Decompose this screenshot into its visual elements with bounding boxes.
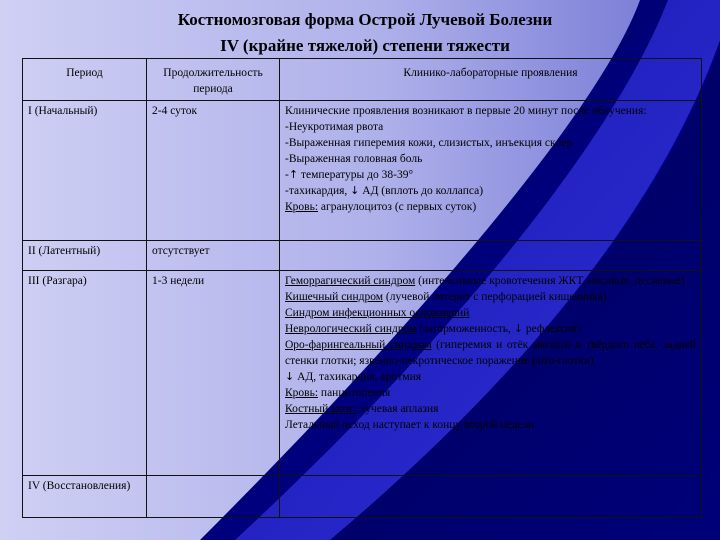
manifestation-line: -Выраженная головная боль bbox=[285, 153, 423, 165]
cell-manifestations bbox=[280, 101, 702, 241]
manifestation-line: Синдром инфекционных осложнений bbox=[285, 307, 470, 319]
manifestation-line: Оро-фарингеальный синдром (гиперемия и отёк мягкого и твёрдого неба, задней стенки глотки; язвенно-некротическое поражение рото-глотки) bbox=[285, 339, 696, 367]
cell-period: IV (Восстановления) bbox=[23, 476, 147, 518]
manifestation-line: Кишечный синдром (лучевой энтерит с перфорацией кишечника) bbox=[285, 291, 607, 303]
manifestation-line: Кровь: агранулоцитоз (с первых суток) bbox=[285, 201, 477, 213]
table-row bbox=[23, 101, 702, 241]
manifestation-line: -тахикардия, ↓ АД (вплоть до коллапса) bbox=[285, 184, 484, 197]
arrow-down-icon: ↓ bbox=[350, 184, 360, 197]
manifestation-line: Костный мозг: лучевая аплазия bbox=[285, 403, 439, 415]
cell-period: III (Разгара) bbox=[23, 271, 147, 476]
clinical-table bbox=[22, 58, 702, 518]
header-duration: Продолжительность периода bbox=[147, 59, 280, 101]
title-line-1: Костномозговая форма Острой Лучевой Болезни bbox=[177, 10, 553, 29]
cell-duration bbox=[147, 476, 280, 518]
cell-duration: 2-4 суток bbox=[147, 101, 280, 241]
manifestation-line: Геморрагический синдром (интенсивные кровотечения ЖКТ, носовые, десневые) bbox=[285, 275, 685, 287]
cell-period: I (Начальный) bbox=[23, 101, 147, 241]
arrow-up-icon: ↑ bbox=[288, 168, 299, 181]
table-row bbox=[23, 271, 702, 476]
table-row bbox=[23, 241, 702, 271]
page-title bbox=[0, 7, 720, 59]
table-row bbox=[23, 476, 702, 518]
manifestation-line: Клинические проявления возникают в первые 20 минут после облучения: bbox=[285, 105, 647, 117]
manifestation-line: Летальный исход наступает к концу второй недели bbox=[285, 419, 535, 431]
manifestation-line: ↓ АД, тахикардия, аритмия bbox=[285, 370, 422, 383]
arrow-down-icon: ↓ bbox=[285, 370, 295, 383]
cell-manifestations bbox=[280, 241, 702, 271]
manifestation-line: -Неукротимая рвота bbox=[285, 121, 384, 133]
manifestation-line: -↑ температуры до 38-39° bbox=[285, 168, 414, 181]
manifestation-line: Кровь: панцитопения bbox=[285, 387, 391, 399]
cell-manifestations bbox=[280, 476, 702, 518]
cell-duration: отсутствует bbox=[147, 241, 280, 271]
title-line-2: IV (крайне тяжелой) степени тяжести bbox=[220, 36, 510, 55]
manifestation-line: Неврологический синдром (заторможенность, ↓ рефлексов) bbox=[285, 322, 581, 335]
cell-manifestations bbox=[280, 271, 702, 476]
manifestation-line: -Выраженная гиперемия кожи, слизистых, инъекция склер bbox=[285, 137, 573, 149]
header-period: Период bbox=[23, 59, 147, 101]
cell-period: II (Латентный) bbox=[23, 241, 147, 271]
table-header-row bbox=[23, 59, 702, 101]
arrow-down-icon: ↓ bbox=[513, 322, 524, 335]
header-manifestations: Клинико-лабораторные проявления bbox=[280, 59, 702, 101]
cell-duration: 1-3 недели bbox=[147, 271, 280, 476]
